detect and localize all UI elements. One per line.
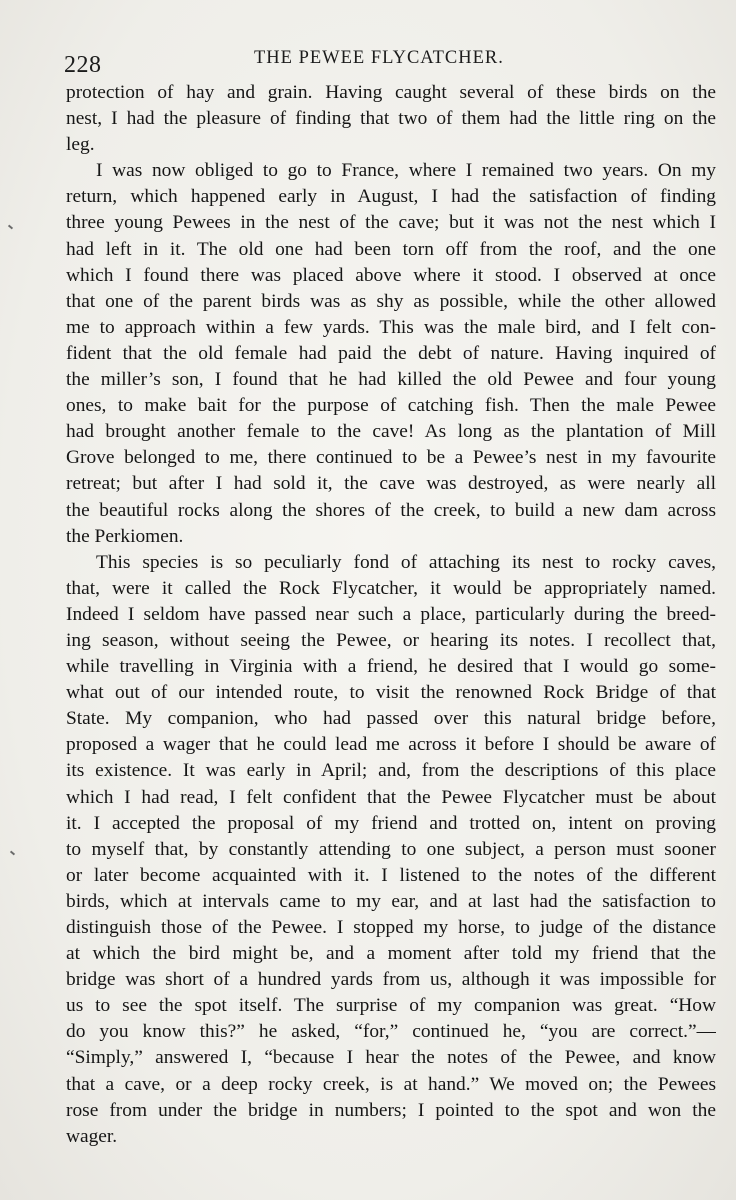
text-line: to myself that, by constantly attending to one subject, a person must sooner [66, 838, 716, 860]
text-line: nest, I had the pleasure of finding that two of them had the little ring on the [66, 108, 716, 130]
text-line: that a cave, or a deep rocky creek, is at hand.” We moved on; the Pewees [66, 1073, 716, 1095]
text-line: “Simply,” answered I, “because I hear the notes of the Pewee, and know [66, 1047, 716, 1069]
text-line: State. My companion, who had passed over this natural bridge before, [66, 708, 716, 730]
text-line: the beautiful rocks along the shores of the creek, to build a new dam across [66, 499, 716, 521]
text-line: do you know this?” he asked, “for,” continued he, “you are correct.”— [66, 1021, 716, 1043]
text-line: birds, which at intervals came to my ear, and at last had the satisfaction to [66, 890, 716, 912]
text-line: fident that the old female had paid the debt of nature. Having inquired of [66, 342, 716, 364]
text-line: return, which happened early in August, I had the satisfaction of finding [66, 186, 716, 208]
text-line: ones, to make bait for the purpose of catching fish. Then the male Pewee [66, 395, 716, 417]
text-line: wager. [66, 1125, 118, 1147]
text-line: at which the bird might be, and a moment after told my friend that the [66, 943, 716, 965]
text-line: rose from under the bridge in numbers; I pointed to the spot and won the [66, 1099, 716, 1121]
text-line: me to approach within a few yards. This was the male bird, and I felt con- [66, 316, 716, 338]
text-line: ing season, without seeing the Pewee, or hearing its notes. I recollect that, [66, 629, 716, 651]
text-line: Grove belonged to me, there continued to be a Pewee’s nest in my favourite [66, 447, 716, 469]
page-number: 228 [64, 52, 102, 78]
text-line: Indeed I seldom have passed near such a place, particularly during the breed- [66, 603, 716, 625]
text-line: us to see the spot itself. The surprise of my companion was great. “How [66, 995, 716, 1017]
text-line: that, were it called the Rock Flycatcher, it would be appropriately named. [66, 577, 716, 599]
text-line: the Perkiomen. [66, 525, 184, 547]
text-line: distinguish those of the Pewee. I stopped my horse, to judge of the distance [66, 917, 716, 938]
paragraph [66, 158, 716, 549]
text-line: three young Pewees in the nest of the cave; but it was not the nest which I [66, 212, 716, 234]
text-line: bridge was short of a hundred yards from us, although it was impossible for [66, 969, 716, 991]
text-line: it. I accepted the proposal of my friend and trotted on, intent on proving [66, 812, 716, 834]
text-line: which I had read, I felt confident that the Pewee Flycatcher must be about [66, 786, 716, 808]
text-line: had left in it. The old one had been torn off from the roof, and the one [66, 238, 716, 260]
page-header [64, 46, 716, 80]
paragraph [66, 550, 716, 1150]
running-head: THE PEWEE FLYCATCHER. [254, 48, 504, 68]
text-line: that one of the parent birds was as shy as possible, while the other allowed [66, 290, 716, 312]
text-line: what out of our intended route, to visit the renowned Rock Bridge of that [66, 682, 716, 704]
body-text [66, 80, 716, 1150]
text-line: had brought another female to the cave! As long as the plantation of Mill [66, 421, 716, 443]
text-line: leg. [66, 134, 95, 156]
text-line: I was now obliged to go to France, where I remained two years. On my [96, 160, 716, 182]
paragraph [66, 80, 716, 158]
text-line: retreat; but after I had sold it, the cave was destroyed, as were nearly all [66, 473, 716, 495]
text-line: its existence. It was early in April; and, from the descriptions of this place [66, 760, 716, 782]
text-line: proposed a wager that he could lead me across it before I should be aware of [66, 734, 716, 756]
text-line: or later become acquainted with it. I listened to the notes of the different [66, 864, 716, 886]
text-line: This species is so peculiarly fond of attaching its nest to rocky caves, [96, 551, 716, 573]
margin-speck [10, 851, 15, 856]
margin-speck [8, 225, 13, 230]
text-line: protection of hay and grain. Having caught several of these birds on the [66, 82, 716, 103]
text-line: while travelling in Virginia with a friend, he desired that I would go some- [66, 656, 716, 678]
text-line: the miller’s son, I found that he had killed the old Pewee and four young [66, 369, 716, 391]
text-line: which I found there was placed above where it stood. I observed at once [66, 264, 716, 286]
